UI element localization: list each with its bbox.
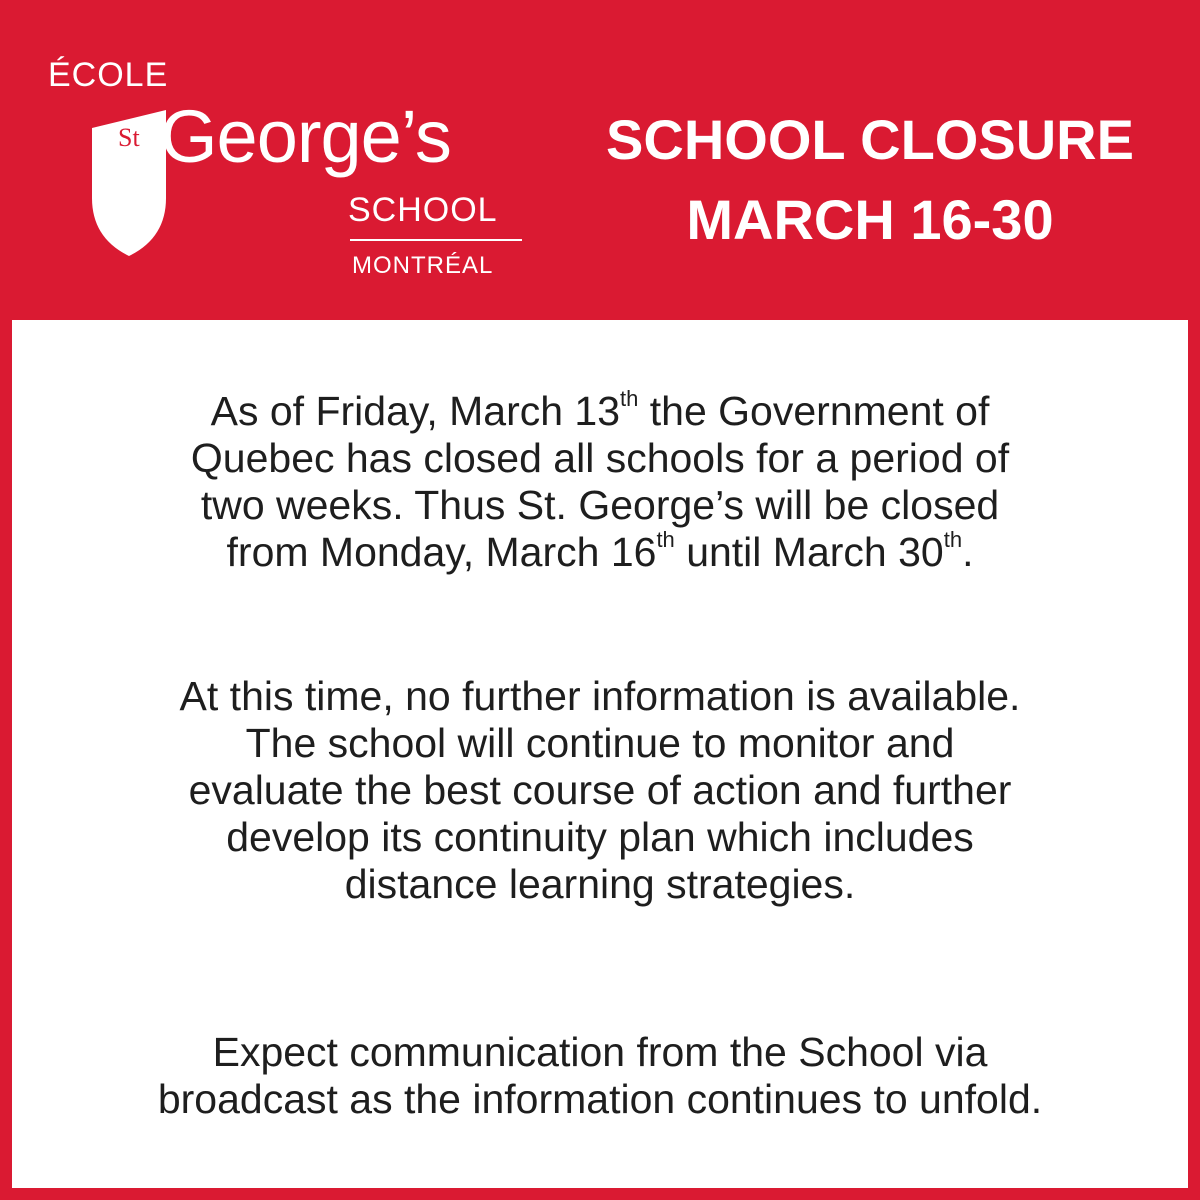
communication-line-2: broadcast as the information continues to unfold. <box>157 1076 1043 1122</box>
logo-saint-mark: St <box>118 123 140 152</box>
status-line-3: evaluate the best course of action and further <box>188 767 1012 813</box>
school-logo <box>48 58 528 288</box>
announcement-panel <box>12 320 1188 1188</box>
headline-line-1: SCHOOL CLOSURE <box>606 108 1134 171</box>
status-line-1: At this time, no further information is available. <box>179 673 1021 719</box>
logo-georges-text: George’s <box>160 95 451 178</box>
closure-headline <box>575 100 1165 260</box>
status-paragraph <box>12 673 1188 908</box>
status-line-5: distance learning strategies. <box>344 861 856 907</box>
closure-line-3: two weeks. Thus St. George’s will be closed <box>200 482 1000 528</box>
status-line-4: develop its continuity plan which includes <box>226 814 974 860</box>
shield-icon <box>88 106 170 260</box>
closure-line-4: from Monday, March 16th until March 30th. <box>226 527 974 575</box>
closure-paragraph <box>12 388 1188 576</box>
communication-paragraph <box>12 1029 1188 1123</box>
closure-line-1: As of Friday, March 13th the Government of <box>210 386 990 434</box>
logo-ecole-text: ÉCOLE <box>48 56 169 94</box>
headline-line-2: MARCH 16-30 <box>686 188 1054 251</box>
status-line-2: The school will continue to monitor and <box>245 720 955 766</box>
communication-line-1: Expect communication from the School via <box>212 1029 988 1075</box>
logo-montreal-text: MONTRÉAL <box>352 252 494 279</box>
logo-divider <box>350 239 522 241</box>
logo-school-text: SCHOOL <box>348 191 498 229</box>
closure-line-2: Quebec has closed all schools for a period of <box>190 435 1010 481</box>
header-banner <box>0 0 1200 320</box>
